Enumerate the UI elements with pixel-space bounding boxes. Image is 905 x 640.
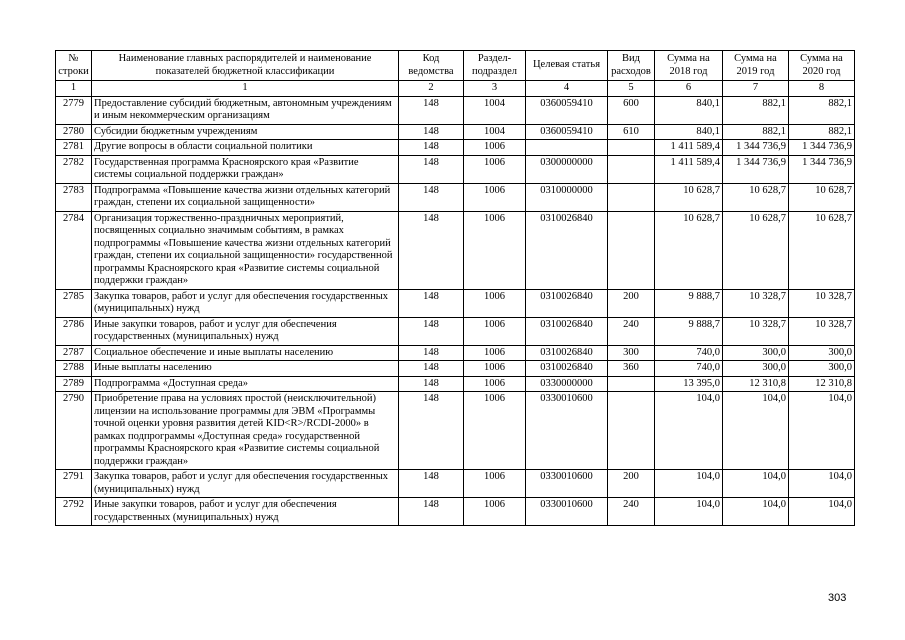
table-row xyxy=(56,361,855,377)
sum-2018: 840,1 xyxy=(655,96,723,124)
table-body xyxy=(56,96,855,526)
sum-2018: 10 628,7 xyxy=(655,211,723,289)
department-code: 148 xyxy=(399,470,464,498)
sum-2019: 882,1 xyxy=(723,124,789,140)
table-row xyxy=(56,392,855,470)
row-number: 2786 xyxy=(56,317,92,345)
sum-2020: 1 344 736,9 xyxy=(789,155,855,183)
table-row xyxy=(56,376,855,392)
row-name: Субсидии бюджетным учреждениям xyxy=(92,124,399,140)
row-name: Другие вопросы в области социальной политики xyxy=(92,140,399,156)
expense-kind: 360 xyxy=(608,361,655,377)
section-code: 1004 xyxy=(464,96,526,124)
sum-2019: 104,0 xyxy=(723,470,789,498)
sum-2019: 1 344 736,9 xyxy=(723,140,789,156)
sum-2019: 882,1 xyxy=(723,96,789,124)
column-number: 2 xyxy=(399,81,464,97)
target-article: 0300000000 xyxy=(526,155,608,183)
table-row xyxy=(56,140,855,156)
row-number: 2782 xyxy=(56,155,92,183)
section-code: 1006 xyxy=(464,183,526,211)
sum-2020: 104,0 xyxy=(789,498,855,526)
row-number: 2792 xyxy=(56,498,92,526)
sum-2019: 10 328,7 xyxy=(723,289,789,317)
section-code: 1006 xyxy=(464,345,526,361)
sum-2018: 9 888,7 xyxy=(655,289,723,317)
department-code: 148 xyxy=(399,317,464,345)
expense-kind: 240 xyxy=(608,498,655,526)
row-name: Иные выплаты населению xyxy=(92,361,399,377)
sum-2018: 1 411 589,4 xyxy=(655,155,723,183)
sum-2020: 10 628,7 xyxy=(789,183,855,211)
target-article: 0310026840 xyxy=(526,211,608,289)
sum-2019: 10 628,7 xyxy=(723,211,789,289)
header-row xyxy=(56,51,855,81)
expense-kind: 600 xyxy=(608,96,655,124)
sum-2019: 300,0 xyxy=(723,361,789,377)
sum-2018: 740,0 xyxy=(655,361,723,377)
target-article: 0330010600 xyxy=(526,392,608,470)
header-sum-2019: Сумма на 2019 год xyxy=(723,51,789,81)
section-code: 1006 xyxy=(464,392,526,470)
department-code: 148 xyxy=(399,96,464,124)
header-expense-kind: Вид расходов xyxy=(608,51,655,81)
row-number: 2791 xyxy=(56,470,92,498)
target-article: 0310000000 xyxy=(526,183,608,211)
section-code: 1006 xyxy=(464,211,526,289)
row-name: Приобретение права на условиях простой (неисключительной) лицензии на использование программы для ЭВМ «Программы точной оценки уровня развития детей KID<R>/RCDI-2000» в рамках подпрограммы «Доступная среда» государственной программы Красноярского края «Развитие системы социальной поддержки граждан» xyxy=(92,392,399,470)
column-number: 3 xyxy=(464,81,526,97)
sum-2019: 12 310,8 xyxy=(723,376,789,392)
row-name: Организация торжественно-праздничных мероприятий, посвященных социально значимым событиям, в рамках подпрограммы «Повышение качества жизни отдельных категорий граждан, степени их социальной защищенности» государственной программы Красноярского края «Развитие системы социальной поддержки граждан» xyxy=(92,211,399,289)
sum-2019: 1 344 736,9 xyxy=(723,155,789,183)
target-article: 0310026840 xyxy=(526,289,608,317)
table-row xyxy=(56,96,855,124)
sum-2018: 10 628,7 xyxy=(655,183,723,211)
table-row xyxy=(56,498,855,526)
header-department-code: Код ведомства xyxy=(399,51,464,81)
row-number: 2787 xyxy=(56,345,92,361)
section-code: 1004 xyxy=(464,124,526,140)
section-code: 1006 xyxy=(464,140,526,156)
row-name: Подпрограмма «Доступная среда» xyxy=(92,376,399,392)
section-code: 1006 xyxy=(464,317,526,345)
row-number: 2789 xyxy=(56,376,92,392)
sum-2018: 840,1 xyxy=(655,124,723,140)
department-code: 148 xyxy=(399,392,464,470)
sum-2020: 10 328,7 xyxy=(789,289,855,317)
column-number: 6 xyxy=(655,81,723,97)
column-number: 8 xyxy=(789,81,855,97)
target-article: 0360059410 xyxy=(526,124,608,140)
table-row xyxy=(56,124,855,140)
header-row-number: № строки xyxy=(56,51,92,81)
sum-2020: 300,0 xyxy=(789,345,855,361)
row-number: 2784 xyxy=(56,211,92,289)
sum-2018: 1 411 589,4 xyxy=(655,140,723,156)
sum-2019: 10 628,7 xyxy=(723,183,789,211)
sum-2018: 9 888,7 xyxy=(655,317,723,345)
row-name: Предоставление субсидий бюджетным, автономным учреждениям и иным некоммерческим организациям xyxy=(92,96,399,124)
sum-2020: 104,0 xyxy=(789,392,855,470)
sum-2018: 740,0 xyxy=(655,345,723,361)
sum-2020: 882,1 xyxy=(789,124,855,140)
sum-2019: 10 328,7 xyxy=(723,317,789,345)
table-row xyxy=(56,317,855,345)
column-number-row xyxy=(56,81,855,97)
target-article: 0330010600 xyxy=(526,498,608,526)
row-name: Закупка товаров, работ и услуг для обеспечения государственных (муниципальных) нужд xyxy=(92,470,399,498)
header-sum-2018: Сумма на 2018 год xyxy=(655,51,723,81)
sum-2020: 104,0 xyxy=(789,470,855,498)
department-code: 148 xyxy=(399,124,464,140)
department-code: 148 xyxy=(399,498,464,526)
section-code: 1006 xyxy=(464,376,526,392)
column-number: 5 xyxy=(608,81,655,97)
row-number: 2779 xyxy=(56,96,92,124)
expense-kind: 240 xyxy=(608,317,655,345)
department-code: 148 xyxy=(399,345,464,361)
section-code: 1006 xyxy=(464,498,526,526)
row-name: Социальное обеспечение и иные выплаты населению xyxy=(92,345,399,361)
section-code: 1006 xyxy=(464,155,526,183)
department-code: 148 xyxy=(399,376,464,392)
department-code: 148 xyxy=(399,183,464,211)
row-number: 2785 xyxy=(56,289,92,317)
department-code: 148 xyxy=(399,211,464,289)
header-section: Раздел-подраздел xyxy=(464,51,526,81)
sum-2019: 104,0 xyxy=(723,392,789,470)
sum-2018: 104,0 xyxy=(655,392,723,470)
sum-2020: 12 310,8 xyxy=(789,376,855,392)
target-article: 0310026840 xyxy=(526,361,608,377)
page-number: 303 xyxy=(828,592,847,604)
sum-2020: 1 344 736,9 xyxy=(789,140,855,156)
sum-2020: 882,1 xyxy=(789,96,855,124)
table-row xyxy=(56,155,855,183)
row-name: Закупка товаров, работ и услуг для обеспечения государственных (муниципальных) нужд xyxy=(92,289,399,317)
row-number: 2783 xyxy=(56,183,92,211)
target-article: 0330010600 xyxy=(526,470,608,498)
department-code: 148 xyxy=(399,155,464,183)
sum-2019: 104,0 xyxy=(723,498,789,526)
table-row xyxy=(56,183,855,211)
expense-kind: 610 xyxy=(608,124,655,140)
sum-2018: 13 395,0 xyxy=(655,376,723,392)
department-code: 148 xyxy=(399,361,464,377)
table-row xyxy=(56,211,855,289)
expense-kind xyxy=(608,140,655,156)
row-number: 2790 xyxy=(56,392,92,470)
table-row xyxy=(56,345,855,361)
target-article: 0360059410 xyxy=(526,96,608,124)
expense-kind: 200 xyxy=(608,289,655,317)
column-number: 4 xyxy=(526,81,608,97)
expense-kind: 300 xyxy=(608,345,655,361)
sum-2018: 104,0 xyxy=(655,470,723,498)
expense-kind xyxy=(608,183,655,211)
row-name: Подпрограмма «Повышение качества жизни отдельных категорий граждан, степени их социальной защищенности» xyxy=(92,183,399,211)
expense-kind xyxy=(608,155,655,183)
section-code: 1006 xyxy=(464,361,526,377)
header-sum-2020: Сумма на 2020 год xyxy=(789,51,855,81)
column-number: 1 xyxy=(56,81,92,97)
expense-kind xyxy=(608,376,655,392)
header-name: Наименование главных распорядителей и наименование показателей бюджетной классификации xyxy=(92,51,399,81)
department-code: 148 xyxy=(399,140,464,156)
sum-2020: 300,0 xyxy=(789,361,855,377)
target-article: 0310026840 xyxy=(526,317,608,345)
target-article xyxy=(526,140,608,156)
department-code: 148 xyxy=(399,289,464,317)
section-code: 1006 xyxy=(464,289,526,317)
table-row xyxy=(56,289,855,317)
header-target-article: Целевая статья xyxy=(526,51,608,81)
table-row xyxy=(56,470,855,498)
row-name: Государственная программа Красноярского края «Развитие системы социальной поддержки граждан» xyxy=(92,155,399,183)
row-number: 2788 xyxy=(56,361,92,377)
expense-kind xyxy=(608,211,655,289)
section-code: 1006 xyxy=(464,470,526,498)
sum-2018: 104,0 xyxy=(655,498,723,526)
row-name: Иные закупки товаров, работ и услуг для обеспечения государственных (муниципальных) нужд xyxy=(92,317,399,345)
target-article: 0310026840 xyxy=(526,345,608,361)
sum-2020: 10 628,7 xyxy=(789,211,855,289)
row-name: Иные закупки товаров, работ и услуг для обеспечения государственных (муниципальных) нужд xyxy=(92,498,399,526)
sum-2020: 10 328,7 xyxy=(789,317,855,345)
column-number: 7 xyxy=(723,81,789,97)
budget-table xyxy=(55,50,855,526)
row-number: 2781 xyxy=(56,140,92,156)
expense-kind: 200 xyxy=(608,470,655,498)
expense-kind xyxy=(608,392,655,470)
target-article: 0330000000 xyxy=(526,376,608,392)
sum-2019: 300,0 xyxy=(723,345,789,361)
column-number: 1 xyxy=(92,81,399,97)
row-number: 2780 xyxy=(56,124,92,140)
